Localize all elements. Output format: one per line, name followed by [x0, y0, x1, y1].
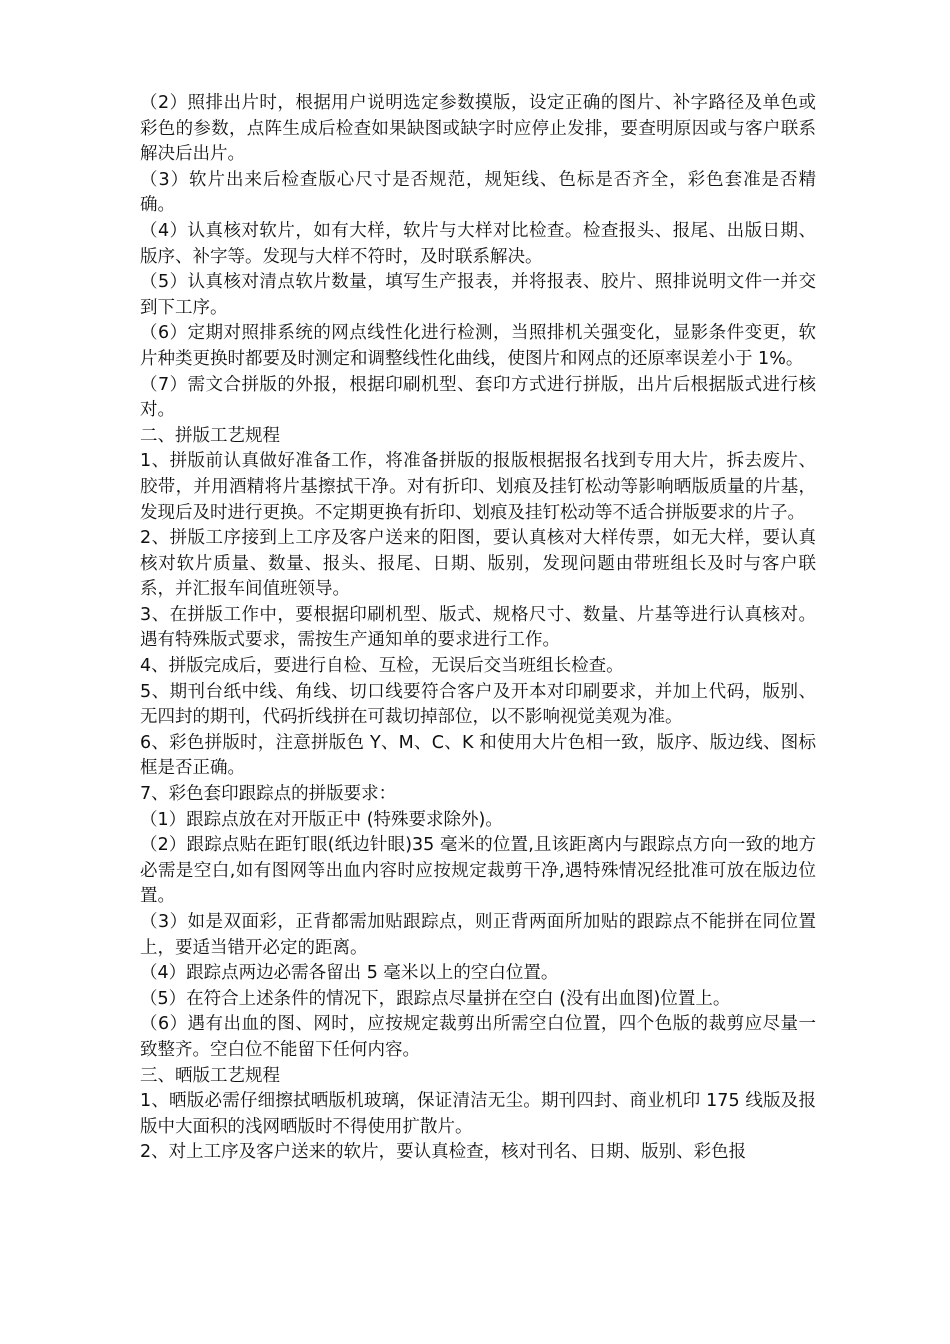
plate-exposure-item-1: 1、晒版必需仔细擦拭晒版机玻璃，保证清洁无尘。期刊四封、商业机印 175 线版及报版中大面积的浅网晒版时不得使用扩散片。 [140, 1091, 816, 1137]
imposition-item-4: 4、拼版完成后，要进行自检、互检，无误后交当班组长检查。 [140, 656, 624, 677]
paragraph-3-film-check: （3）软片出来后检查版心尺寸是否规范，规矩线、色标是否齐全，彩色套准是否精确。 [140, 169, 816, 216]
tracking-point-rule-2: （2）跟踪点贴在距钉眼(纸边针眼)35 毫米的位置,且该距离内与跟踪点方向一致的地方必需是空白,如有图网等出血内容时应按规定裁剪干净,遇特殊情况经批准可放在版边位置。 [140, 835, 816, 907]
tracking-point-rule-1: （1）跟踪点放在对开版正中 (特殊要求除外)。 [140, 809, 503, 830]
plate-exposure-item-2: 2、对上工序及客户送来的软片，要认真检查，核对刊名、日期、版别、彩色报 [140, 1142, 747, 1163]
tracking-point-rule-4: （4）跟踪点两边必需各留出 5 毫米以上的空白位置。 [140, 963, 559, 984]
tracking-point-rule-6: （6）遇有出血的图、网时，应按规定裁剪出所需空白位置，四个色版的裁剪应尽量一致整齐。空白位不能留下任何内容。 [140, 1014, 816, 1060]
imposition-item-5: 5、期刊台纸中线、角线、切口线要符合客户及开本对印刷要求，并加上代码，版别、无四封的期刊，代码折线拼在可裁切掉部位，以不影响视觉美观为准。 [140, 681, 816, 728]
paragraph-6-linearization: （6）定期对照排系统的网点线性化进行检测，当照排机关强变化，显影条件变更，软片种类更换时都要及时测定和调整线性化曲线，使图片和网点的还原率误差小于 1%。 [140, 323, 816, 369]
paragraph-7-imposition-check: （7）需文合拼版的外报，根据印刷机型、套印方式进行拼版，出片后根据版式进行核对。 [140, 374, 816, 421]
paragraph-5-count-report: （5）认真核对清点软片数量，填写生产报表，并将报表、胶片、照排说明文件一并交到下工序。 [140, 272, 816, 318]
document-page [140, 91, 816, 1166]
imposition-item-1: 1、拼版前认真做好准备工作，将准备拼版的报版根据报名找到专用大片，拆去废片、胶带，并用酒精将片基擦拭干净。对有折印、划痕及挂钉松动等影响晒版质量的片基，发现后及时进行更换。不定期更换有折印、划痕及挂钉松动等不适合拼版要求的片子。 [140, 451, 816, 523]
imposition-item-3: 3、在拼版工作中，要根据印刷机型、版式、规格尺寸、数量、片基等进行认真核对。遇有特殊版式要求，需按生产通知单的要求进行工作。 [140, 604, 816, 651]
paragraph-4-proof-compare: （4）认真核对软片，如有大样，软片与大样对比检查。检查报头、报尾、出版日期、版序、补字等。发现与大样不符时，及时联系解决。 [140, 220, 816, 267]
tracking-point-rule-5: （5）在符合上述条件的情况下，跟踪点尽量拼在空白 (没有出血图)位置上。 [140, 988, 731, 1009]
imposition-item-2: 2、拼版工序接到上工序及客户送来的阳图，要认真核对大样传票，如无大样，要认真核对软片质量、数量、报头、报尾、日期、版别，发现问题由带班组长及时与客户联系，并汇报车间值班领导。 [140, 528, 816, 600]
tracking-point-rule-3: （3）如是双面彩，正背都需加贴跟踪点，则正背两面所加贴的跟踪点不能拼在同位置上，要适当错开必定的距离。 [140, 912, 816, 958]
imposition-item-6: 6、彩色拼版时，注意拼版色 Y、M、C、K 和使用大片色相一致，版序、版边线、图标框是否正确。 [140, 732, 816, 779]
imposition-item-7: 7、彩色套印跟踪点的拼版要求： [140, 784, 397, 805]
paragraph-2-output: （2）照排出片时，根据用户说明选定参数摸版，设定正确的图片、补字路径及单色或彩色的参数，点阵生成后检查如果缺图或缺字时应停止发排，要查明原因或与客户联系解决后出片。 [140, 93, 816, 165]
section-heading-plate-exposure: 三、晒版工艺规程 [140, 1065, 280, 1086]
section-heading-imposition: 二、拼版工艺规程 [140, 425, 280, 446]
